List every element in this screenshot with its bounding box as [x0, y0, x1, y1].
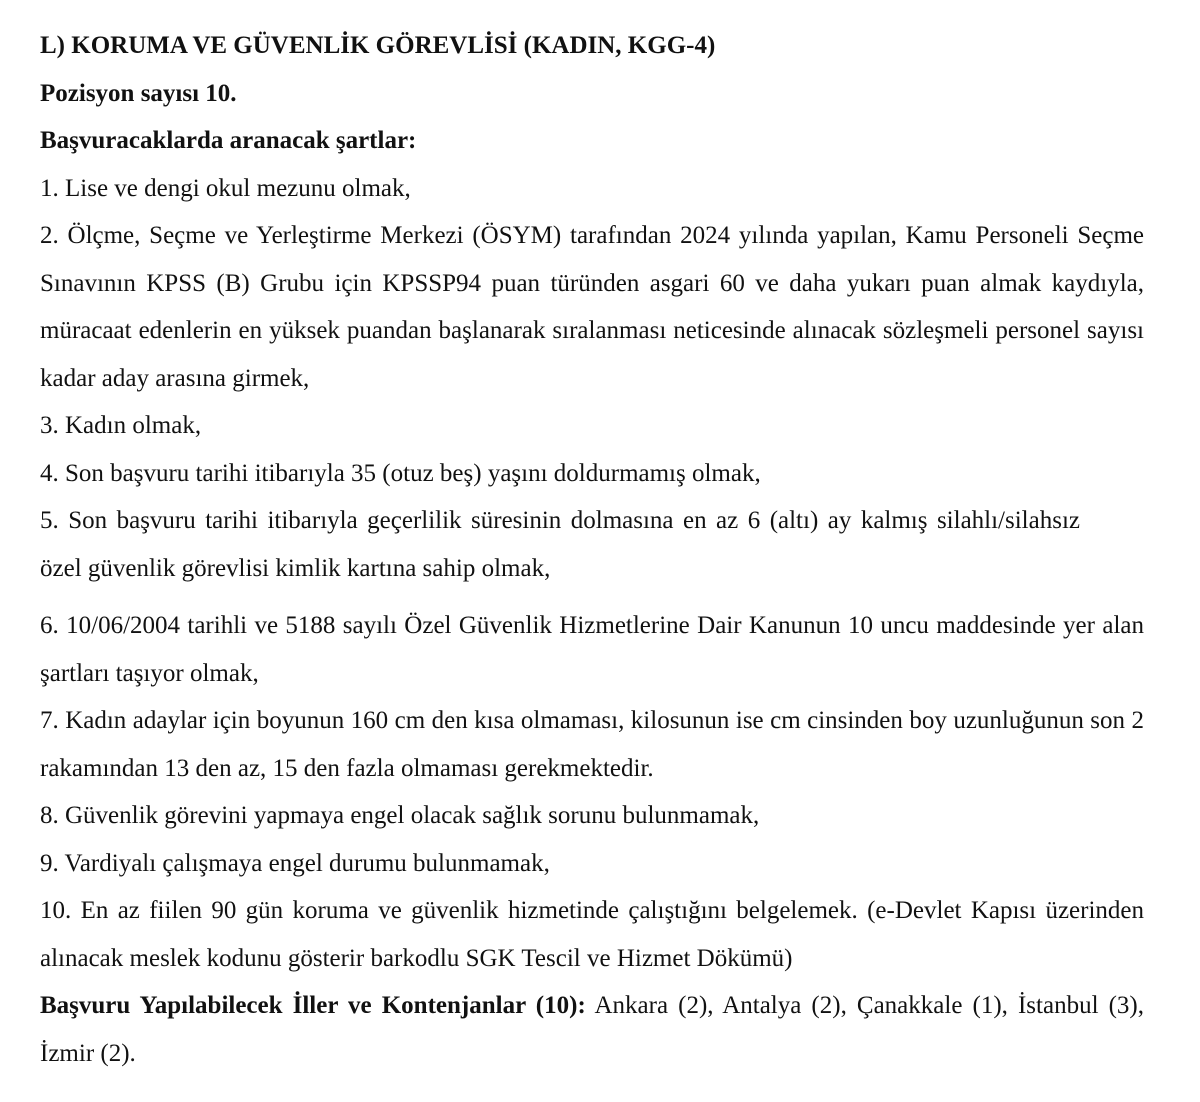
requirement-item-3: 3. Kadın olmak, [40, 412, 202, 439]
section-heading: L) KORUMA VE GÜVENLİK GÖREVLİSİ (KADIN, KGG-4) [40, 32, 716, 59]
requirement-item-1: 1. Lise ve dengi okul mezunu olmak, [40, 174, 411, 202]
provinces-label: Başvuru Yapılabilecek İller ve Kontenjanlar (10): [40, 992, 586, 1019]
positions-count: Pozisyon sayısı 10. [40, 79, 237, 107]
requirement-item-10: 10. En az fiilen 90 gün koruma ve güvenlik hizmetinde çalıştığını belgelemek. (e-Devlet Kapısı üzerinden alınacak meslek kodunu gösterir barkodlu SGK Tescil ve Hizmet Dökümü) [40, 897, 1144, 972]
requirement-item-6: 6. 10/06/2004 tarihli ve 5188 sayılı Özel Güvenlik Hizmetlerine Dair Kanunun 10 uncu maddesinde yer alan şartları taşıyor olmak, [40, 612, 1144, 687]
requirement-item-8: 8. Güvenlik görevini yapmaya engel olacak sağlık sorunu bulunmamak, [40, 802, 760, 829]
requirement-item-7: 7. Kadın adaylar için boyunun 160 cm den kısa olmaması, kilosunun ise cm cinsinden boy uzunluğunun son 2 rakamından 13 den az, 15 den fazla olmaması gerekmektedir. [40, 707, 1144, 782]
provinces-paragraph [40, 982, 1144, 1077]
requirement-item-2: 2. Ölçme, Seçme ve Yerleştirme Merkezi (ÖSYM) tarafından 2024 yılında yapılan, Kamu Personeli Seçme Sınavının KPSS (B) Grubu için KPSSP94 puan türünden asgari 60 ve daha yukarı puan almak kaydıyla, müracaat edenlerin en yüksek puandan başlanarak sıralanması neticesinde alınacak sözleşmeli personel sayısı kadar aday arasına girmek, [40, 222, 1144, 392]
requirement-item-9: 9. Vardiyalı çalışmaya engel durumu bulunmamak, [40, 849, 550, 877]
requirements-title: Başvuracaklarda aranacak şartlar: [40, 127, 417, 154]
provinces-list: Ankara (2), Antalya (2), Çanakkale (1), İstanbul (3), İzmir (2). [40, 992, 1144, 1067]
requirement-item-5: 5. Son başvuru tarihi itibarıyla geçerlilik süresinin dolmasına en az 6 (altı) ay kalmış silahlı/silahsız özel güvenlik görevlisi kimlik kartına sahip olmak, [40, 507, 1080, 582]
requirement-item-4: 4. Son başvuru tarihi itibarıyla 35 (otuz beş) yaşını doldurmamış olmak, [40, 459, 761, 487]
